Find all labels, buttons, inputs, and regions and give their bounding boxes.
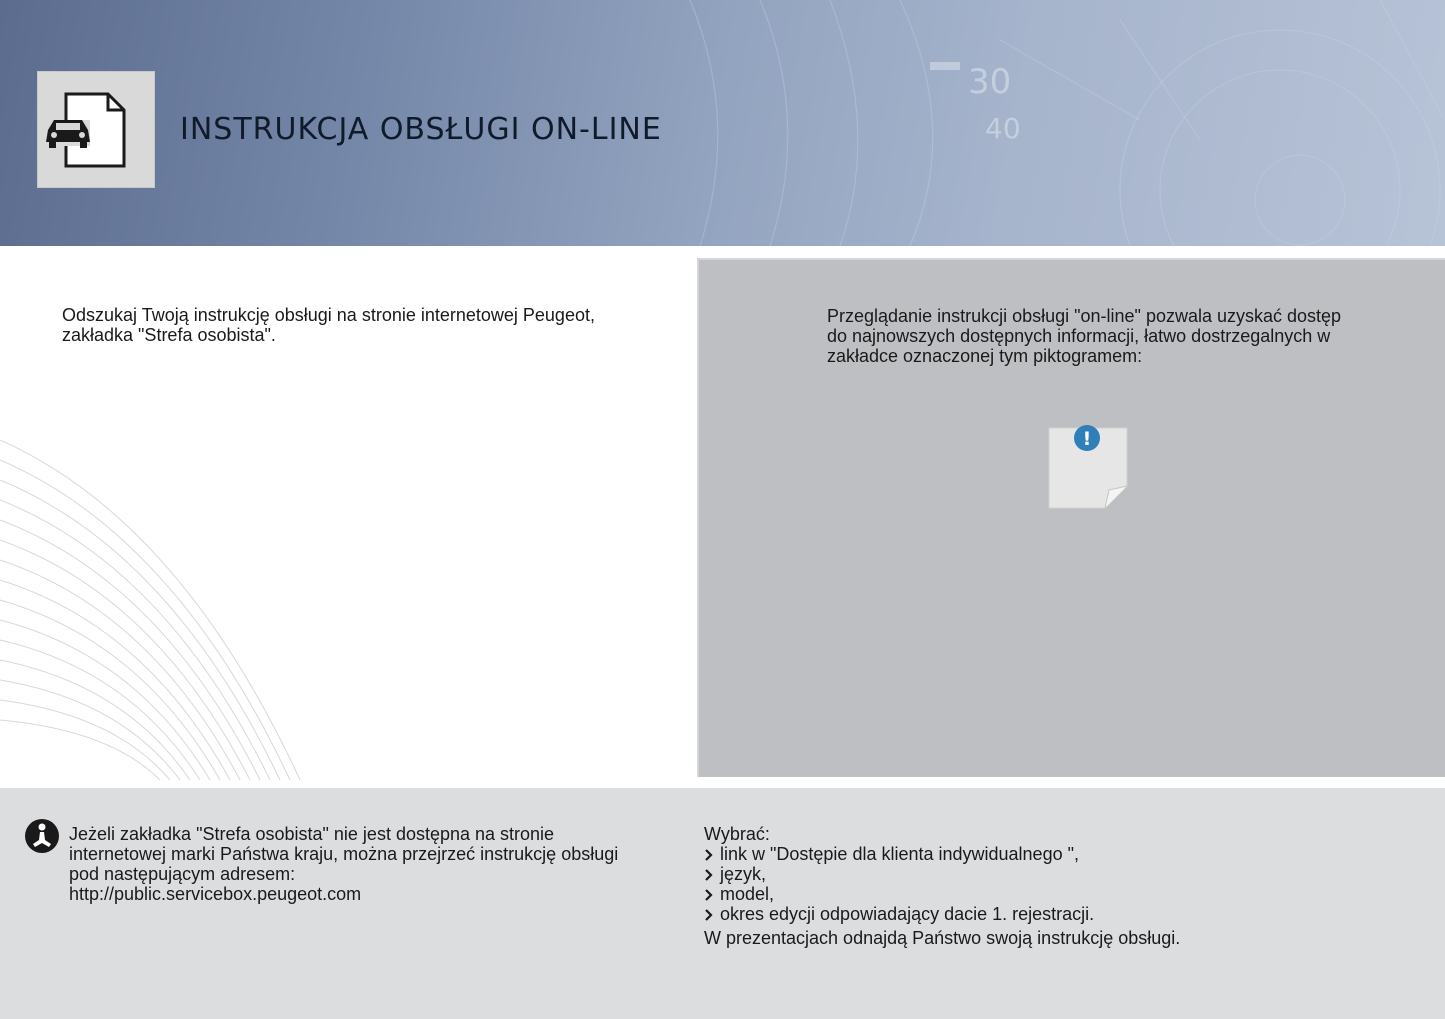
intro-line: zakładka "Strefa osobista". (62, 325, 276, 345)
manual-icon-box (37, 71, 155, 188)
panel-line: Przeglądanie instrukcji obsługi "on-line" pozwala uzyskać dostęp (827, 306, 1342, 326)
car-document-icon (38, 72, 154, 187)
header-banner (0, 0, 1445, 246)
panel-text (827, 306, 1407, 366)
list-item (704, 864, 1424, 884)
panel-line: zakładce oznaczonej tym piktogramem: (827, 346, 1143, 366)
steps-intro: Wybrać: (704, 824, 770, 844)
footer-left-text (69, 824, 679, 904)
steps-closing: W prezentacjach odnajdą Państwo swoją instrukcję obsługi. (704, 928, 1181, 948)
page-title: INSTRUKCJA OBSŁUGI ON-LINE (180, 112, 662, 147)
info-mark: ! (1082, 428, 1092, 450)
chevron-right-icon (704, 848, 714, 862)
list-item-text: link w "Dostępie dla klienta indywidualnego ", (720, 844, 1079, 864)
online-info-panel (697, 258, 1445, 777)
intro-line: Odszukaj Twoją instrukcję obsługi na stronie internetowej Peugeot, (62, 305, 595, 325)
servicebox-url: http://public.servicebox.peugeot.com (69, 884, 362, 904)
info-page-icon (1047, 422, 1131, 510)
info-hand-icon (24, 818, 60, 854)
list-item-text: okres edycji odpowiadający dacie 1. rejestracji. (720, 904, 1095, 924)
footer-line: internetowej marki Państwa kraju, można przejrzeć instrukcję obsługi (69, 844, 619, 864)
panel-line: do najnowszych dostępnych informacji, łatwo dostrzegalnych w (827, 326, 1331, 346)
gauge-number-30: 30 (968, 62, 1012, 102)
chevron-right-icon (704, 908, 714, 922)
list-item (704, 844, 1424, 864)
footer-line: Jeżeli zakładka "Strefa osobista" nie jest dostępna na stronie (69, 824, 555, 844)
decorative-waves (0, 430, 320, 780)
list-item-text: język, (720, 864, 767, 884)
list-item-text: model, (720, 884, 775, 904)
gauge-number-40: 40 (985, 112, 1021, 145)
list-item (704, 904, 1424, 924)
chevron-right-icon (704, 868, 714, 882)
steps-list (704, 844, 1424, 924)
list-item (704, 884, 1424, 904)
intro-text (62, 305, 662, 345)
footer-right-text (704, 824, 1424, 948)
footer-line: pod następującym adresem: (69, 864, 296, 884)
footer-note (0, 788, 1445, 1019)
chevron-right-icon (704, 888, 714, 902)
